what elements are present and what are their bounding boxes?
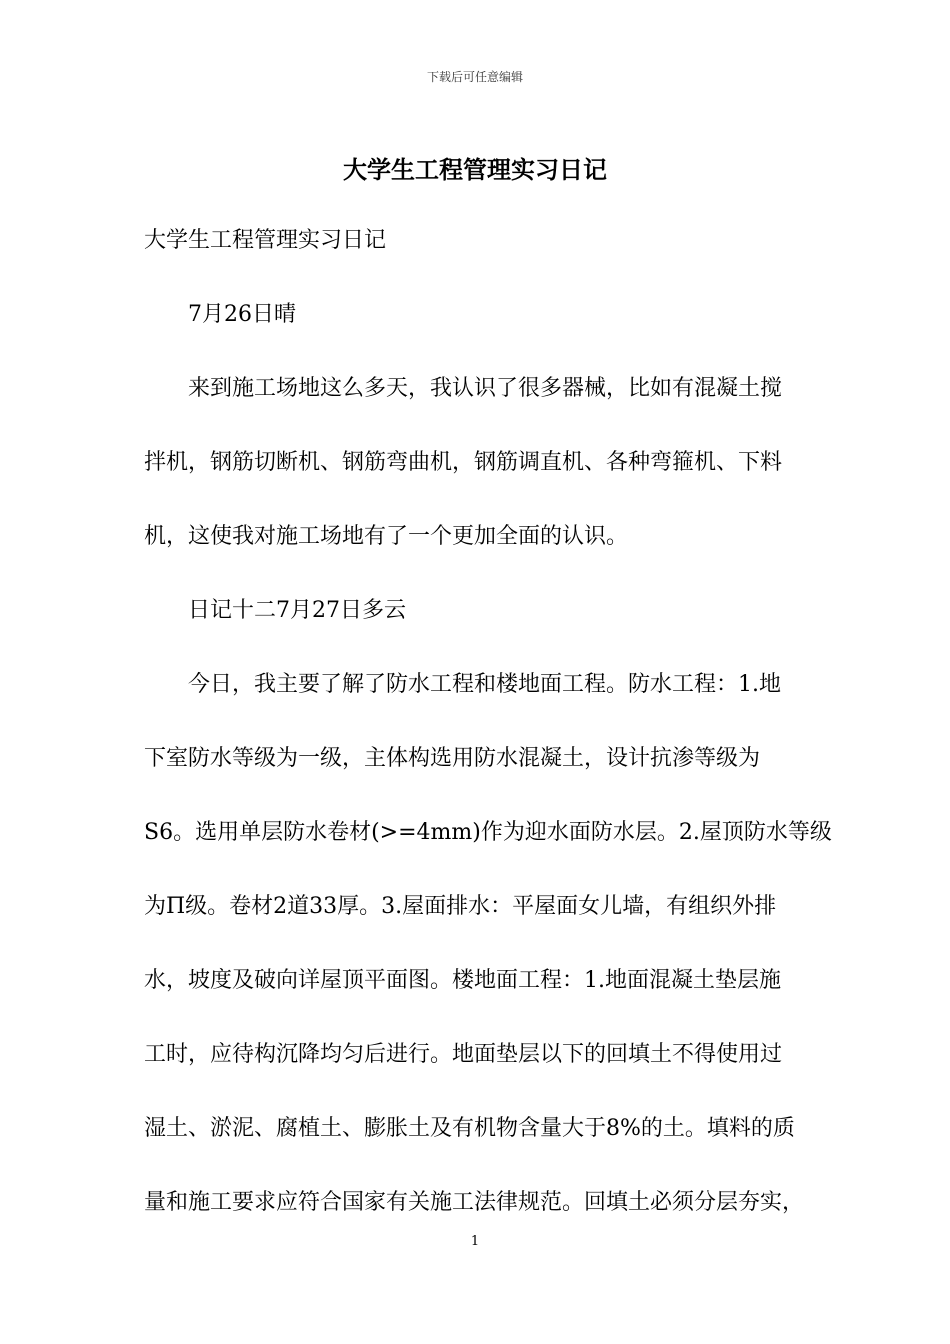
text-line: 机，这使我对施工场地有了一个更加全面的认识。 (144, 524, 629, 549)
text-line: 为Π级。卷材2道33厚。3.屋面排水：平屋面女儿墙，有组织外排 (144, 894, 777, 919)
page-number: 1 (470, 1234, 480, 1249)
text-line: S6。选用单层防水卷材(>=4mm)作为迎水面防水层。2.屋顶防水等级 (144, 820, 832, 845)
text-line: 水，坡度及破向详屋顶平面图。楼地面工程：1.地面混凝土垫层施 (144, 968, 781, 993)
text-line: 下室防水等级为一级，主体构选用防水混凝土，设计抗渗等级为 (144, 746, 761, 771)
text-line: 今日，我主要了解了防水工程和楼地面工程。防水工程：1.地 (188, 672, 781, 697)
text-line: 量和施工要求应符合国家有关施工法律规范。回填土必须分层夯实， (144, 1190, 805, 1215)
document-title: 大学生工程管理实习日记 (343, 155, 607, 184)
body-text (144, 204, 832, 1240)
text-line: 大学生工程管理实习日记 (144, 228, 387, 253)
text-line: 来到施工场地这么多天，我认识了很多器械，比如有混凝土搅 (188, 376, 783, 401)
text-line: 日记十二7月27日多云 (188, 598, 406, 623)
text-line: 7月26日晴 (188, 302, 296, 327)
text-line: 工时，应待构沉降均匀后进行。地面垫层以下的回填土不得使用过 (144, 1042, 783, 1067)
text-line: 湿土、淤泥、腐植土、膨胀土及有机物含量大于8%的土。填料的质 (144, 1116, 795, 1141)
header-note: 下载后可任意编辑 (426, 70, 523, 84)
text-line: 拌机，钢筋切断机、钢筋弯曲机，钢筋调直机、各种弯箍机、下料 (144, 450, 783, 475)
